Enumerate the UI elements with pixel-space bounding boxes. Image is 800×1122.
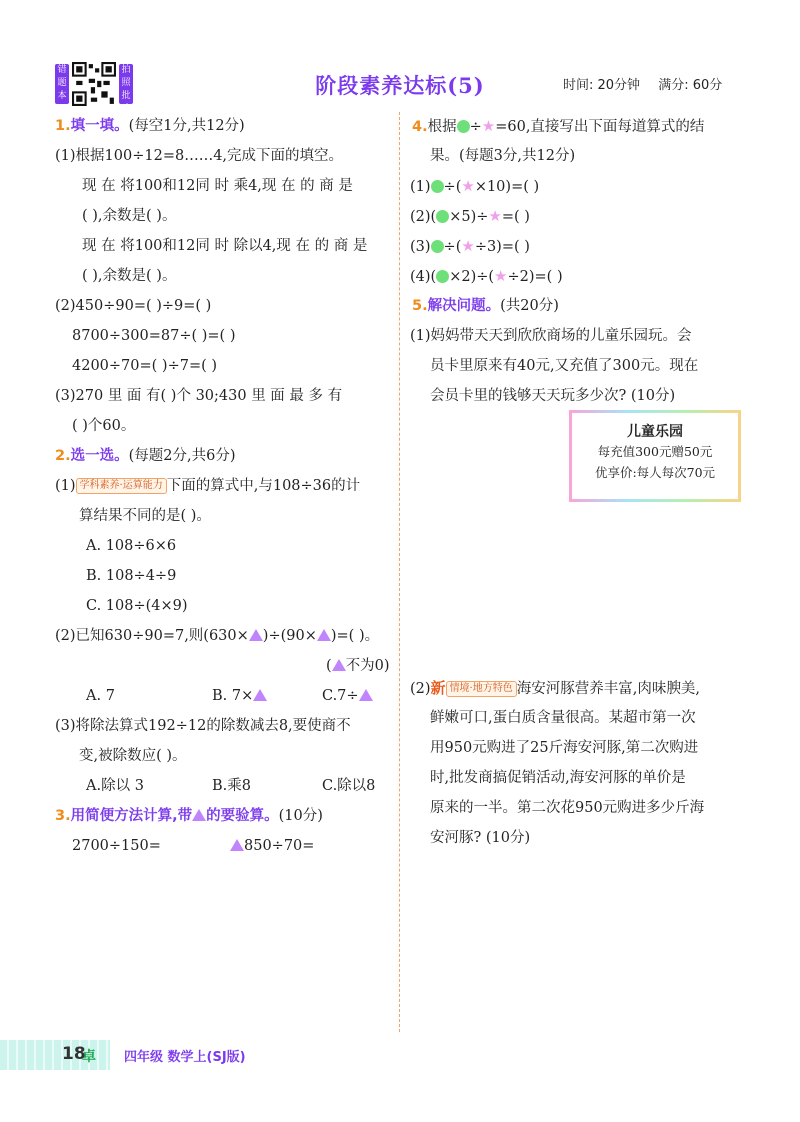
option-2-1-c: C. 108÷(4×9) xyxy=(86,598,188,614)
pink-star-icon: ★ xyxy=(494,267,508,285)
option-2-2-b: B. 7× xyxy=(212,686,267,706)
triangle-icon xyxy=(359,689,373,701)
question-4-1: (1) ÷(★×10)=( ) xyxy=(410,177,540,195)
photo-grade-tag: 拍照批改 xyxy=(119,64,133,104)
new-badge: 新 xyxy=(430,679,446,697)
calc-3-a: 2700÷150= xyxy=(72,838,161,854)
option-2-3-a: A.除以 3 xyxy=(86,778,144,794)
green-dot-icon xyxy=(431,180,444,193)
triangle-icon xyxy=(192,809,206,821)
notice-offer: 每充值300元赠50元 xyxy=(597,444,713,459)
section-2-heading: 2.选一选。(每题2分,共6分) xyxy=(55,448,236,464)
option-2-2-c: C.7÷ xyxy=(322,686,373,706)
pink-star-icon: ★ xyxy=(461,237,475,255)
triangle-icon xyxy=(317,629,331,641)
pink-star-icon: ★ xyxy=(488,207,502,225)
exam-meta xyxy=(563,74,736,93)
option-2-3-c: C.除以8 xyxy=(322,778,376,794)
question-1-1: (1)根据100÷12=8……4,完成下面的填空。 xyxy=(55,148,344,164)
question-2-2-note: ( 不为0) xyxy=(326,658,390,674)
calc-3-b: 850÷70= xyxy=(230,836,314,856)
playground-notice xyxy=(569,410,741,502)
pink-star-icon: ★ xyxy=(481,117,496,135)
question-1-1-line-b: ( ),余数是( )。 xyxy=(82,208,177,224)
triangle-icon xyxy=(230,839,244,851)
question-1-3-a: (3)270 里 面 有( )个 30;430 里 面 最 多 有 xyxy=(55,388,343,404)
section-5-heading: 5.解决问题。(共20分) xyxy=(412,298,559,314)
question-1-2-a: (2)450÷90=( )÷9=( ) xyxy=(55,298,212,314)
full-score: 满分: 60分 xyxy=(658,78,723,93)
question-5-1-b: 员卡里原来有40元,又充值了300元。现在 xyxy=(430,358,699,374)
competency-tag: 学科素养·运算能力 xyxy=(76,478,167,494)
question-2-2: (2)已知630÷90=7,则(630× )÷(90× )=( )。 xyxy=(55,628,380,644)
green-dot-icon xyxy=(436,210,449,223)
triangle-icon xyxy=(253,689,267,701)
time-limit: 时间: 20分钟 xyxy=(563,78,641,93)
column-divider xyxy=(399,112,400,1032)
question-4-2: (2)( ×5)÷★=( ) xyxy=(410,207,530,225)
error-book-tag: 错题本 xyxy=(55,64,69,104)
question-5-2-d: 时,批发商搞促销活动,海安河豚的单价是 xyxy=(430,770,686,786)
question-2-3-a: (3)将除法算式192÷12的除数减去8,要使商不 xyxy=(55,718,351,734)
section-1-heading: 1.填一填。(每空1分,共12分) xyxy=(55,118,245,134)
pink-star-icon: ★ xyxy=(461,177,475,195)
question-1-2-c: 4200÷70=( )÷7=( ) xyxy=(72,358,218,374)
question-5-2-e: 原来的一半。第二次花950元购进多少斤海 xyxy=(430,800,705,816)
question-4-3: (3) ÷(★÷3)=( ) xyxy=(410,237,530,255)
question-1-1-line-c: 现 在 将100和12同 时 除以4,现 在 的 商 是 xyxy=(82,238,368,254)
notice-title: 儿童乐园 xyxy=(627,424,683,440)
question-5-1-a: (1)妈妈带天天到欣欣商场的儿童乐园玩。会 xyxy=(410,328,692,344)
notice-price: 优享价:每人每次70元 xyxy=(594,465,716,480)
question-2-1-line-b: 算结果不同的是( )。 xyxy=(79,508,211,524)
section-4-heading-line-b: 果。(每题3分,共12分) xyxy=(430,148,576,164)
green-dot-icon xyxy=(431,240,444,253)
question-5-2-f: 安河豚? (10分) xyxy=(430,830,531,846)
question-5-2-c: 用950元购进了25斤海安河豚,第二次购进 xyxy=(430,740,699,756)
question-1-1-line-a: 现 在 将100和12同 时 乘4,现 在 的 商 是 xyxy=(82,178,353,194)
triangle-icon xyxy=(332,659,346,671)
brand-logo: 卓 xyxy=(82,1049,96,1065)
section-3-heading: 3.用简便方法计算,带 的要验算。(10分) xyxy=(55,808,323,824)
context-tag: 情境·地方特色 xyxy=(446,681,517,697)
question-5-2-b: 鲜嫩可口,蛋白质含量很高。某超市第一次 xyxy=(430,710,696,726)
green-dot-icon xyxy=(457,120,470,133)
question-1-2-b: 8700÷300=87÷( )=( ) xyxy=(72,328,236,344)
page-title: 阶段素养达标(5) xyxy=(315,73,485,98)
option-2-1-a: A. 108÷6×6 xyxy=(86,538,177,554)
question-5-1-c: 会员卡里的钱够天天玩多少次? (10分) xyxy=(430,388,676,404)
green-dot-icon xyxy=(436,270,449,283)
triangle-icon xyxy=(249,629,263,641)
question-2-3-b: 变,被除数应( )。 xyxy=(79,748,187,764)
question-1-3-b: ( )个60。 xyxy=(72,418,136,434)
question-5-2-a: (2)新 情境·地方特色 海安河豚营养丰富,肉味腴美, xyxy=(410,679,700,697)
page-number: 18 xyxy=(62,1044,86,1064)
option-2-3-b: B.乘8 xyxy=(212,778,251,794)
option-2-1-b: B. 108÷4÷9 xyxy=(86,568,177,584)
question-1-1-line-d: ( ),余数是( )。 xyxy=(82,268,177,284)
question-4-4: (4)( ×2)÷(★÷2)=( ) xyxy=(410,267,563,285)
option-2-2-a: A. 7 xyxy=(86,688,115,704)
question-2-1: (1) 学科素养·运算能力 下面的算式中,与108÷36的计 xyxy=(55,478,361,494)
section-4-heading: 4.根据 ÷★=60,直接写出下面每道算式的结 xyxy=(412,117,705,135)
book-title: 四年级 数学上(SJ版) xyxy=(124,1050,246,1065)
